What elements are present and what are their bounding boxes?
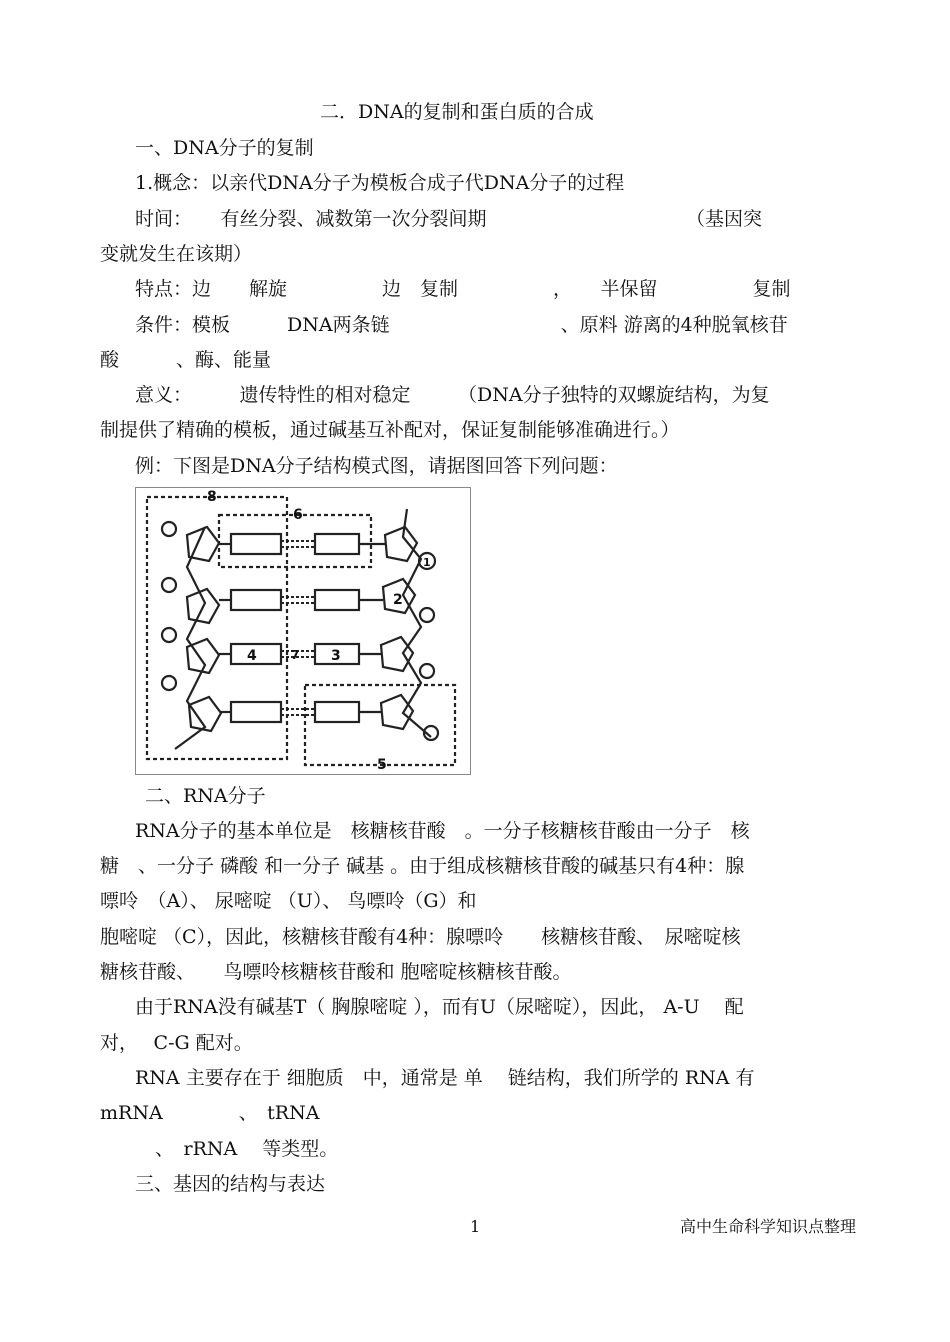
paragraph-line: 、 rRNA 等类型。 <box>155 1138 339 1160</box>
paragraph-line: RNA 主要存在于 细胞质 中，通常是 单 链结构，我们所学的 RNA 有 <box>135 1067 755 1089</box>
label-6: 6 <box>293 507 303 523</box>
paragraph-line: 胞嘧啶 （C），因此，核糖核苷酸有4种：腺嘌呤 核糖核苷酸、 尿嘧啶核 <box>100 926 741 948</box>
paragraph-line: mRNA 、 tRNA <box>100 1102 320 1124</box>
label-4: 4 <box>247 648 257 664</box>
paragraph-line: 嘌呤 （A）、 尿嘧啶 （U）、 鸟嘌呤（G）和 <box>100 890 477 912</box>
label-2: 2 <box>393 592 403 608</box>
page-number: 1 <box>470 1217 481 1236</box>
dashed-box-5 <box>305 685 455 765</box>
condition-line-cont: 酸 、酶、能量 <box>100 349 272 371</box>
paragraph-line: 由于RNA没有碱基T（ 胸腺嘧啶 ），而有U（尿嘧啶），因此， A-U 配 <box>135 996 744 1018</box>
section-heading: 二、RNA分子 <box>145 785 266 807</box>
label-7: 7 <box>291 648 300 662</box>
condition-line: 条件：模板 DNA两条链 、原料 游离的4种脱氧核苷 <box>135 314 788 336</box>
section-heading: 一、DNA分子的复制 <box>135 137 314 159</box>
footer-title: 高中生命科学知识点整理 <box>680 1217 857 1236</box>
time-line-cont: 变就发生在该期） <box>100 243 253 265</box>
time-line: 时间： 有丝分裂、减数第一次分裂间期 （基因突 <box>135 208 763 230</box>
paragraph-line: 糖 、一分子 磷酸 和一分子 碱基 。由于组成核糖核苷酸的碱基只有4种：腺 <box>100 855 745 877</box>
paragraph-line: 糖核苷酸、 鸟嘌呤核糖核苷酸和 胞嘧啶核糖核苷酸。 <box>100 961 572 983</box>
section-heading: 三、基因的结构与表达 <box>135 1173 326 1195</box>
meaning-line: 意义： 遗传特性的相对稳定 （DNA分子独特的双螺旋结构，为复 <box>135 384 770 406</box>
doc-title: 二．DNA的复制和蛋白质的合成 <box>320 101 594 123</box>
paragraph-line: RNA分子的基本单位是 核糖核苷酸 。一分子核糖核苷酸由一分子 核 <box>135 820 750 842</box>
label-1: 1 <box>423 556 431 569</box>
label-8: 8 <box>207 489 217 505</box>
meaning-line-cont: 制提供了精确的模板，通过碱基互补配对，保证复制能够准确进行。） <box>100 419 680 441</box>
label-3: 3 <box>331 648 341 664</box>
example-line: 例：下图是DNA分子结构模式图，请据图回答下列问题： <box>135 455 618 477</box>
concept-line: 1.概念：以亲代DNA分子为模板合成子代DNA分子的过程 <box>135 172 625 194</box>
feature-line: 特点：边 解旋 边 复制 ， 半保留 复制 <box>135 278 791 300</box>
paragraph-line: 对， C-G 配对。 <box>100 1032 253 1054</box>
label-5: 5 <box>377 757 387 773</box>
dna-structure-figure <box>135 487 471 775</box>
